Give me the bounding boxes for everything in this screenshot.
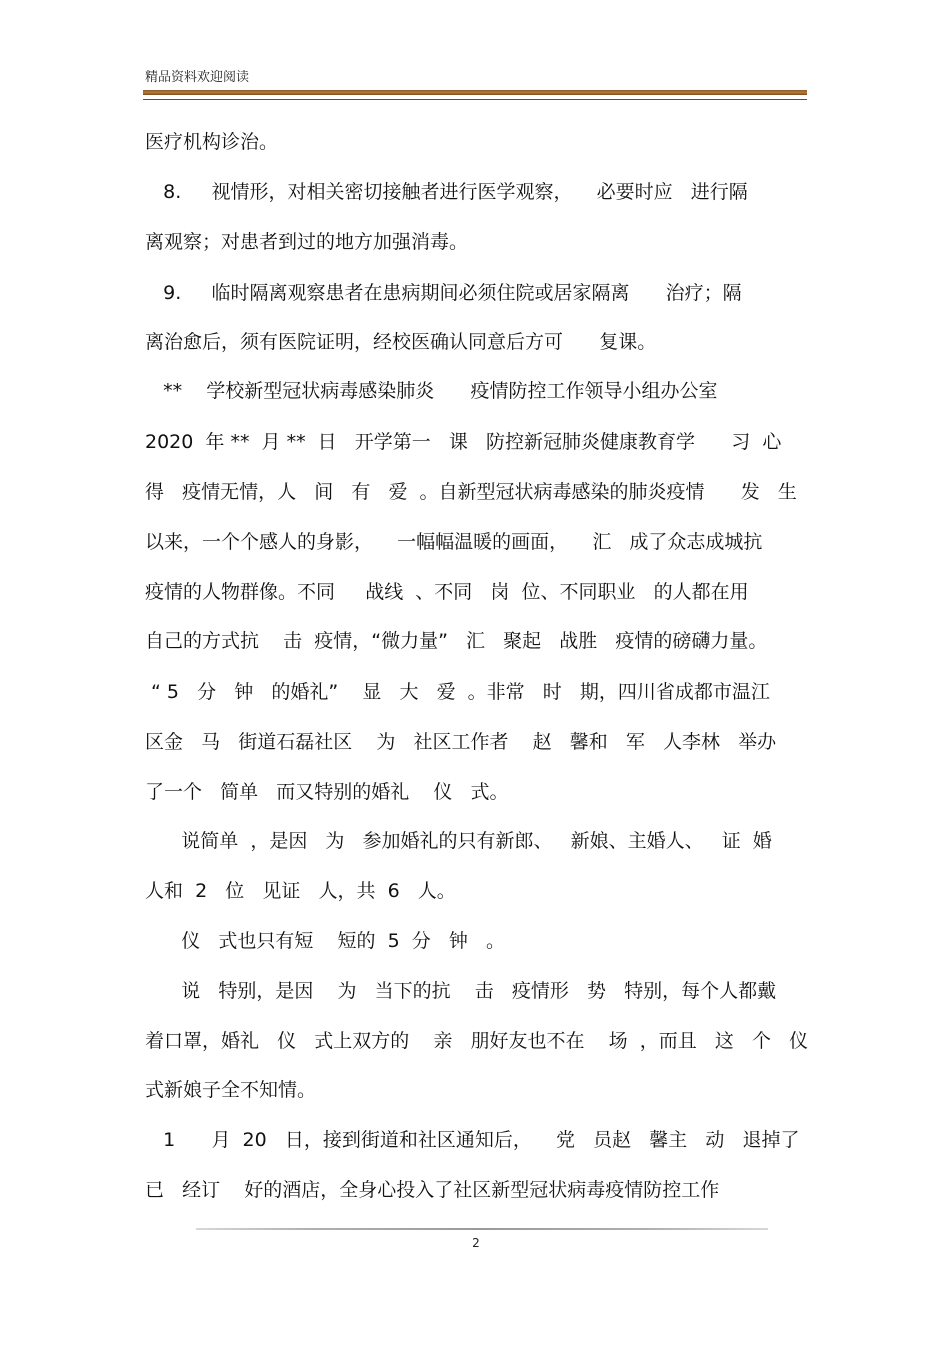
body-line: 离观察；对患者到过的地方加强消毒。	[145, 231, 469, 253]
body-line: 以来，一个个感人的身影， 一幅幅温暖的画面， 汇 成了众志成城抗	[145, 531, 763, 553]
body-line: “ 5 分 钟 的婚礼” 显 大 爱 。非常 时 期，四川省成都市温江	[145, 681, 770, 703]
body-line: 说简单 ，是因 为 参加婚礼的只有新郎、 新娘、主婚人、 证 婚	[145, 830, 772, 852]
body-line: 区金 马 街道石磊社区 为 社区工作者 赵 馨和 军 人李林 举办	[145, 731, 777, 753]
body-line: 8. 视情形，对相关密切接触者进行医学观察， 必要时应 进行隔	[145, 181, 748, 203]
body-line: 式新娘子全不知情。	[145, 1079, 317, 1101]
body-line: 离治愈后，须有医院证明，经校医确认同意后方可 复课。	[145, 331, 657, 353]
header-rule	[143, 90, 807, 95]
body-line: 得 疫情无情，人 间 有 爱 。自新型冠状病毒感染的肺炎疫情 发 生	[145, 481, 797, 503]
body-line: 疫情的人物群像。不同 战线 、不同 岗 位、不同职业 的人都在用	[145, 581, 749, 603]
body-line: ** 学校新型冠状病毒感染肺炎 疫情防控工作领导小组办公室	[145, 380, 718, 402]
page-header-text: 精品资料欢迎阅读	[145, 70, 250, 85]
page-number: 2	[472, 1236, 480, 1250]
body-line: 医疗机构诊治。	[145, 131, 279, 153]
body-line: 着口罩，婚礼 仪 式上双方的 亲 朋好友也不在 场 ，而且 这 个 仪	[145, 1030, 809, 1052]
footer-rule	[196, 1228, 768, 1230]
body-line: 自己的方式抗 击 疫情，“微力量” 汇 聚起 战胜 疫情的磅礴力量。	[145, 630, 768, 652]
body-line: 人和 2 位 见证 人，共 6 人。	[145, 880, 456, 902]
body-line: 已 经订 好的酒店，全身心投入了社区新型冠状病毒疫情防控工作	[145, 1179, 720, 1201]
body-line: 仪 式也只有短 短的 5 分 钟 。	[145, 930, 505, 952]
header-rule-thin	[143, 99, 807, 100]
body-line: 2020 年 ** 月 ** 日 开学第一 课 防控新冠肺炎健康教育学 习 心	[145, 431, 782, 453]
body-line: 了一个 简单 而又特别的婚礼 仪 式。	[145, 781, 509, 803]
body-line: 9. 临时隔离观察患者在患病期间必须住院或居家隔离 治疗；隔	[145, 282, 742, 304]
body-line: 1 月 20 日，接到街道和社区通知后， 党 员赵 馨主 动 退掉了	[145, 1129, 800, 1151]
body-line: 说 特别，是因 为 当下的抗 击 疫情形 势 特别，每个人都戴	[145, 980, 777, 1002]
